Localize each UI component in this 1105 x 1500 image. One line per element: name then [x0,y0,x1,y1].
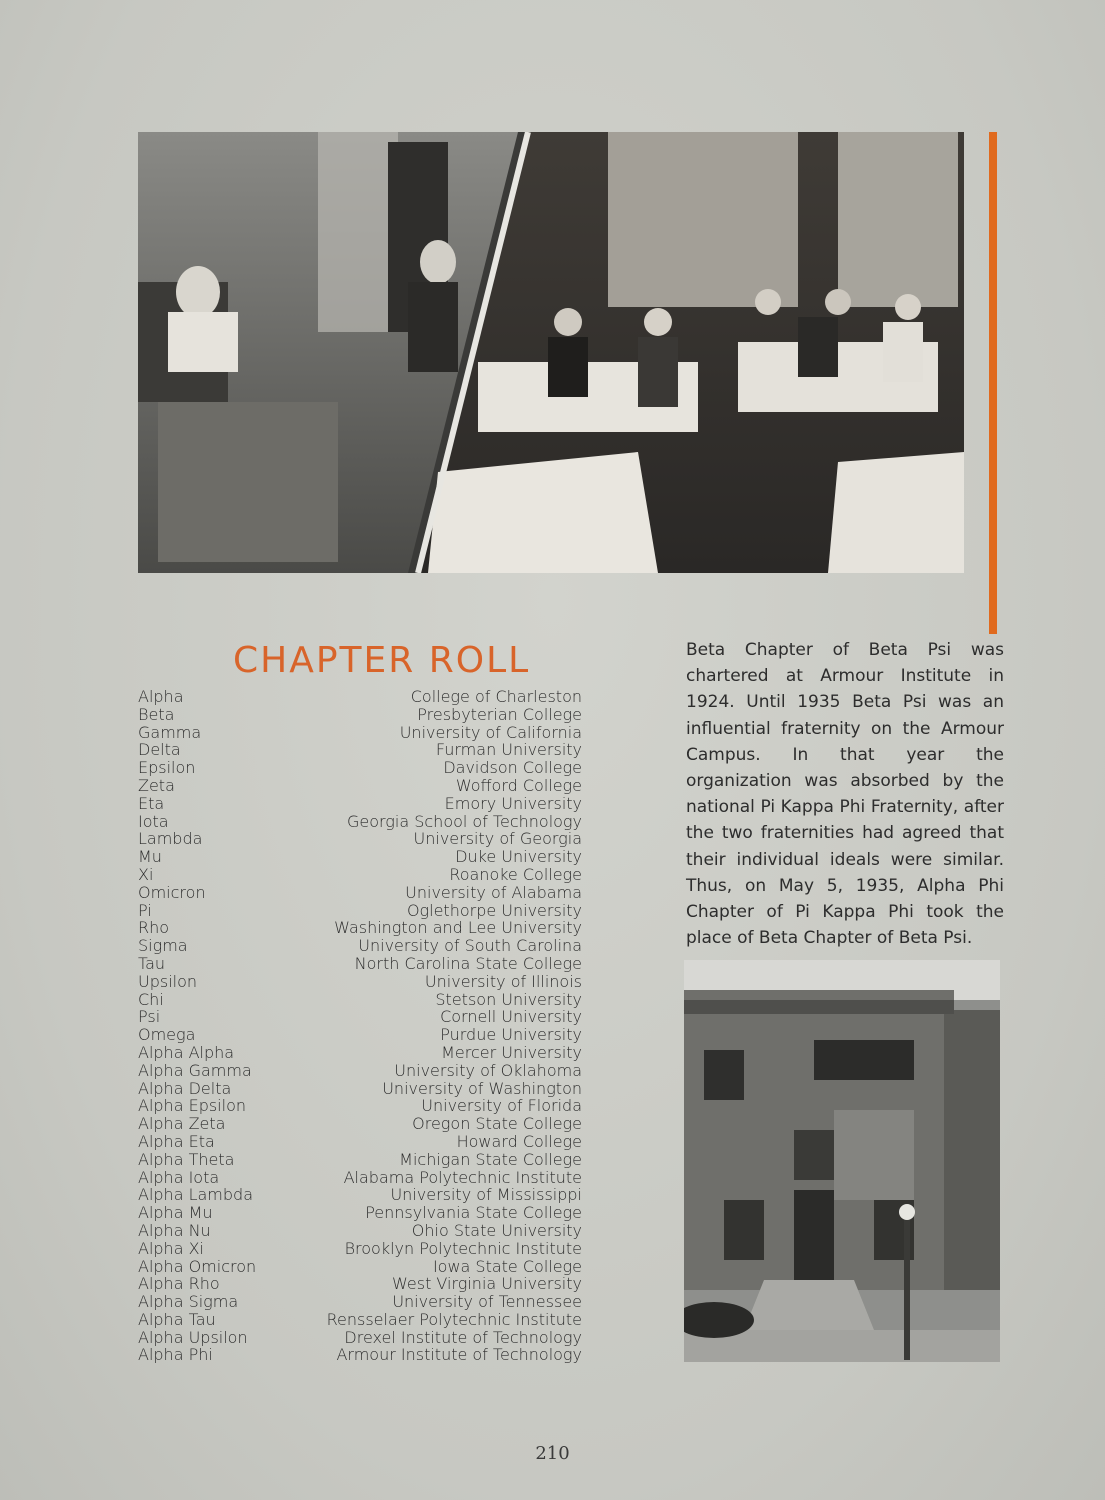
chapter-row [138,777,582,795]
chapter-row [138,813,582,831]
chapter-name: Sigma [138,936,188,956]
school-name: Pennsylvania State College [365,1203,582,1223]
school-name: University of Georgia [413,829,582,849]
chapter-name: Alpha Theta [138,1149,235,1169]
school-name: Davidson College [443,758,582,778]
chapter-name: Alpha Gamma [138,1060,252,1080]
chapter-row [138,1097,582,1115]
chapter-name: Gamma [138,722,202,742]
school-name: Armour Institute of Technology [336,1345,582,1365]
page-number: 210 [535,1443,570,1464]
building-illustration [684,960,1000,1362]
chapter-name: Alpha Lambda [138,1185,253,1205]
chapter-row [138,830,582,848]
chapter-row [138,1008,582,1026]
chapter-name: Alpha Omicron [138,1256,257,1276]
school-name: Georgia School of Technology [346,811,582,831]
chapter-row [138,741,582,759]
chapter-name: Alpha Eta [138,1131,215,1151]
chapter-row [138,759,582,777]
chapter-row [138,955,582,973]
chapter-name: Xi [138,864,154,884]
school-name: University of Florida [421,1096,582,1116]
chapter-name: Alpha Mu [138,1203,213,1223]
chapter-row [138,937,582,955]
school-name: Presbyterian College [417,704,582,724]
chapter-name: Alpha Alpha [138,1042,235,1062]
chapter-name: Tau [138,953,166,973]
chapter-name: Alpha [138,687,184,706]
chapter-row [138,848,582,866]
chapter-name: Eta [138,793,165,813]
chapter-row [138,1240,582,1258]
chapter-row [138,1062,582,1080]
school-name: University of Tennessee [392,1292,582,1312]
chapter-name: Epsilon [138,758,196,778]
school-name: North Carolina State College [354,953,582,973]
accent-bar [989,132,997,634]
chapter-name: Alpha Sigma [138,1292,239,1312]
chapter-row [138,1151,582,1169]
chapter-name: Beta [138,704,175,724]
chapter-name: Rho [138,918,170,938]
school-name: University of Alabama [405,882,582,902]
school-name: Rensselaer Polytechnic Institute [326,1309,582,1329]
chapter-name: Alpha Iota [138,1167,220,1187]
chapter-name: Alpha Rho [138,1274,220,1294]
school-name: Stetson University [435,989,582,1009]
chapter-name: Alpha Zeta [138,1114,226,1134]
chapter-name: Psi [138,1007,161,1027]
chapter-row [138,706,582,724]
chapter-name: Chi [138,989,164,1009]
school-name: Roanoke College [449,864,582,884]
chapter-name: Alpha Upsilon [138,1327,248,1347]
chapter-row [138,991,582,1009]
chapter-row [138,884,582,902]
school-name: Wofford College [455,775,582,795]
chapter-row [138,1222,582,1240]
school-name: Oglethorpe University [406,900,582,920]
school-name: Brooklyn Polytechnic Institute [344,1238,582,1258]
school-name: Furman University [435,740,582,760]
chapter-history-paragraph: Beta Chapter of Beta Psi was chartered at Armour Institute in 1924. Until 1935 Beta Psi was an influential fraternity on the Armour Campus. In that year the organization was absorbed by the national Pi Kappa Phi Fraternity, after the two fraternities had agreed that their individual ideals were similar. Thus, on May 5, 1935, Alpha Phi Chapter of Pi Kappa Phi took the place of Beta Chapter of Beta Psi. [686,640,1004,949]
chapter-row [138,1293,582,1311]
chapter-roll-list [138,688,582,1364]
fraternity-house-photo [138,132,964,573]
chapter-row [138,919,582,937]
chapter-house-photo [684,960,1000,1362]
school-name: University of South Carolina [358,936,582,956]
chapter-row [138,1080,582,1098]
school-name: College of Charleston [410,687,582,706]
school-name: Iowa State College [432,1256,582,1276]
school-name: Oregon State College [412,1114,582,1134]
school-name: Mercer University [441,1042,582,1062]
school-name: Emory University [444,793,582,813]
chapter-name: Mu [138,847,162,867]
chapter-row [138,1026,582,1044]
school-name: Purdue University [440,1025,582,1045]
chapter-row [138,1204,582,1222]
chapter-name: Alpha Tau [138,1309,216,1329]
chapter-row [138,1186,582,1204]
chapter-name: Omicron [138,882,206,902]
chapter-name: Alpha Delta [138,1078,232,1098]
chapter-name: Delta [138,740,181,760]
chapter-name: Alpha Nu [138,1220,211,1240]
chapter-name: Pi [138,900,152,920]
school-name: Washington and Lee University [334,918,582,938]
chapter-row [138,1044,582,1062]
school-name: West Virginia University [392,1274,582,1294]
chapter-name: Iota [138,811,169,831]
chapter-name: Upsilon [138,971,198,991]
chapter-row [138,724,582,742]
school-name: Drexel Institute of Technology [344,1327,582,1347]
chapter-row [138,1275,582,1293]
photo-illustration [138,132,964,573]
chapter-name: Alpha Phi [138,1345,213,1365]
chapter-row [138,1311,582,1329]
chapter-row [138,866,582,884]
chapter-name: Alpha Epsilon [138,1096,246,1116]
chapter-row [138,1329,582,1347]
chapter-row [138,1258,582,1276]
school-name: University of Mississippi [390,1185,582,1205]
school-name: Ohio State University [411,1220,582,1240]
chapter-row [138,973,582,991]
chapter-row [138,795,582,813]
chapter-name: Zeta [138,775,175,795]
chapter-row [138,1346,582,1364]
chapter-name: Omega [138,1025,196,1045]
school-name: Alabama Polytechnic Institute [343,1167,582,1187]
school-name: University of Illinois [424,971,582,991]
school-name: Howard College [456,1131,582,1151]
school-name: Michigan State College [399,1149,582,1169]
school-name: University of Washington [382,1078,582,1098]
chapter-row [138,1133,582,1151]
school-name: Cornell University [440,1007,582,1027]
chapter-row [138,688,582,706]
chapter-roll-heading: CHAPTER ROLL [233,640,531,681]
school-name: University of Oklahoma [394,1060,582,1080]
chapter-name: Alpha Xi [138,1238,204,1258]
school-name: University of California [399,722,582,742]
chapter-name: Lambda [138,829,203,849]
school-name: Duke University [455,847,582,867]
chapter-row [138,902,582,920]
chapter-row [138,1169,582,1187]
chapter-row [138,1115,582,1133]
